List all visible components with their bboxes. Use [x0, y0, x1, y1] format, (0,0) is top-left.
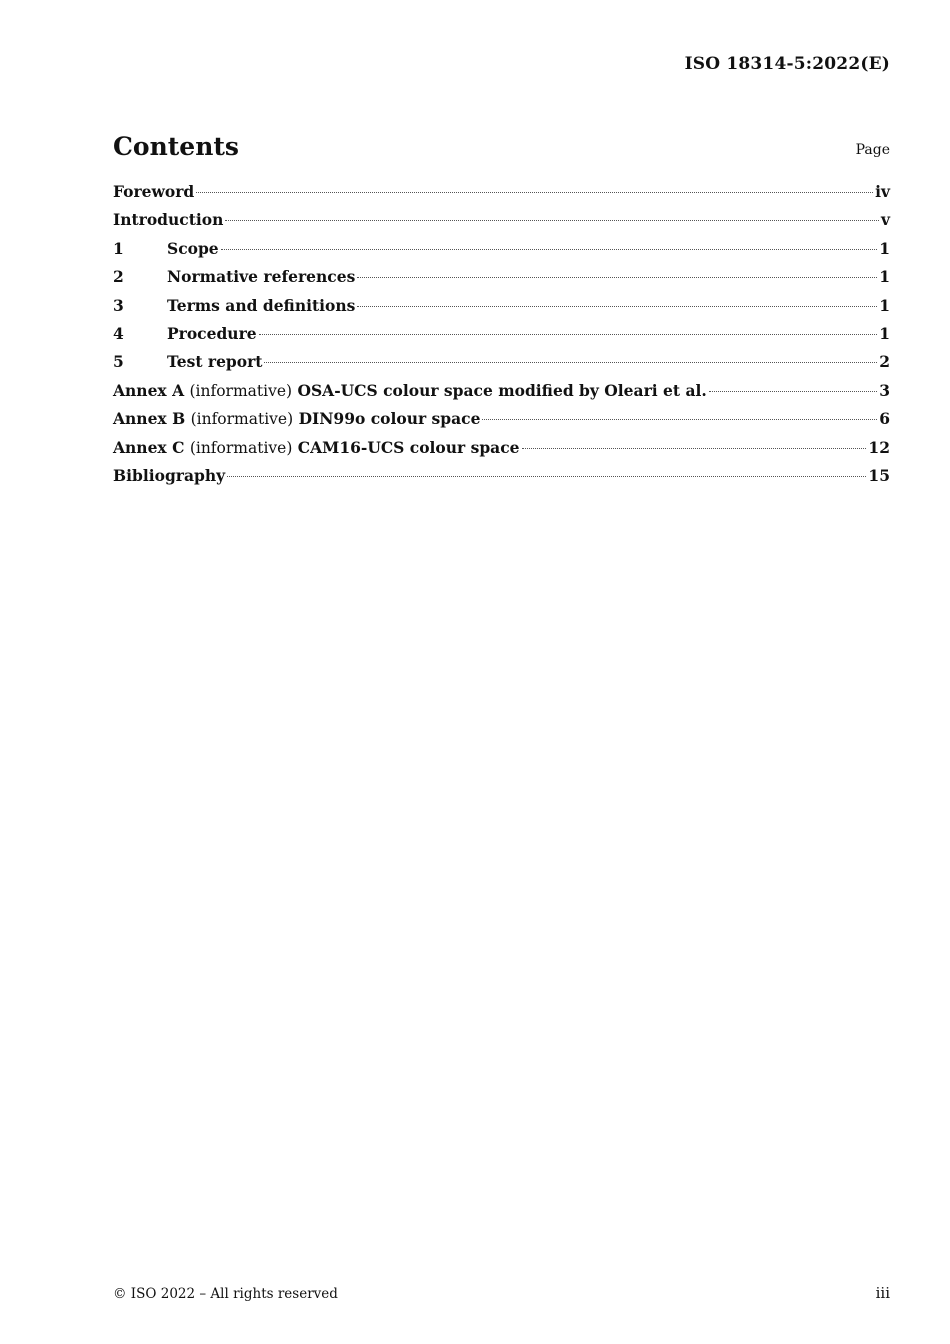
- toc-entry-page: iv: [875, 182, 890, 201]
- toc-entry[interactable]: [113, 267, 890, 295]
- toc-entry-text: Foreword: [113, 182, 195, 201]
- toc-entry-page: 15: [868, 465, 890, 485]
- page-column-label: Page: [855, 142, 890, 158]
- toc-entry-title: [113, 466, 225, 485]
- toc-entry-page: 1: [879, 295, 890, 315]
- toc-entry-text: Test report: [167, 352, 263, 372]
- toc-entry-text: CAM16-UCS colour space: [297, 437, 520, 457]
- contents-heading: Contents: [113, 132, 240, 161]
- toc-entry[interactable]: [113, 210, 890, 238]
- toc-entry-text: OSA-UCS colour space modified by Oleari et al.: [297, 380, 707, 400]
- toc-entry-page: 6: [879, 409, 890, 429]
- page-number: iii: [875, 1284, 890, 1302]
- toc-annex-label: Annex B: [113, 409, 186, 429]
- toc-entry-title: [167, 324, 257, 343]
- toc-annex-label: Annex C: [113, 437, 185, 457]
- toc-entry-title: [113, 210, 223, 229]
- toc-leader-dots: [357, 277, 877, 278]
- toc-entry-text: Terms and definitions: [167, 295, 356, 315]
- toc-entry-title: [167, 296, 355, 315]
- table-of-contents: [113, 182, 890, 494]
- toc-leader-dots: [522, 448, 867, 449]
- toc-entry[interactable]: [113, 324, 890, 352]
- toc-annex-note: (informative): [189, 438, 293, 457]
- toc-entry-page: 12: [868, 437, 890, 457]
- toc-leader-dots: [709, 391, 877, 392]
- toc-entry[interactable]: [113, 409, 890, 437]
- toc-entry[interactable]: [113, 296, 890, 324]
- toc-entry-text: Normative references: [167, 267, 356, 287]
- toc-entry-number: 1: [113, 238, 124, 258]
- copyright-notice: © ISO 2022 – All rights reserved: [113, 1286, 338, 1302]
- toc-entry[interactable]: [113, 438, 890, 466]
- toc-entry[interactable]: [113, 381, 890, 409]
- toc-entry-number: 2: [113, 267, 124, 287]
- toc-entry-title: [167, 239, 219, 258]
- toc-entry[interactable]: [113, 182, 890, 210]
- document-id: ISO 18314-5:2022(E): [684, 54, 890, 74]
- toc-entry-text: Scope: [167, 238, 219, 258]
- toc-entry-page: 1: [879, 267, 890, 287]
- toc-annex-note: (informative): [190, 410, 294, 429]
- toc-entry-title: [113, 409, 480, 428]
- toc-leader-dots: [264, 362, 877, 363]
- toc-entry-title: [113, 381, 707, 400]
- toc-entry-page: 2: [879, 352, 890, 372]
- toc-entry-number: 5: [113, 352, 124, 372]
- toc-annex-label: Annex A: [113, 380, 185, 400]
- toc-entry-number: 4: [113, 323, 124, 343]
- toc-entry-title: [167, 267, 355, 286]
- toc-entry-text: DIN99o colour space: [298, 409, 481, 429]
- toc-entry[interactable]: [113, 466, 890, 494]
- toc-entry-page: 3: [879, 380, 890, 400]
- toc-entry-text: Bibliography: [113, 465, 226, 485]
- toc-entry-page: v: [880, 210, 890, 230]
- toc-entry-text: Procedure: [167, 323, 257, 343]
- toc-leader-dots: [482, 419, 877, 420]
- toc-annex-note: (informative): [189, 381, 293, 400]
- toc-leader-dots: [225, 220, 879, 221]
- toc-leader-dots: [357, 306, 877, 307]
- toc-entry-title: [113, 182, 194, 201]
- toc-entry-title: [113, 438, 520, 457]
- toc-entry[interactable]: [113, 239, 890, 267]
- toc-entry-page: 1: [879, 238, 890, 258]
- toc-entry-text: Introduction: [113, 210, 224, 230]
- toc-entry-page: 1: [879, 323, 890, 343]
- toc-leader-dots: [196, 192, 873, 193]
- toc-entry[interactable]: [113, 352, 890, 380]
- toc-leader-dots: [259, 334, 878, 335]
- toc-entry-title: [167, 352, 262, 371]
- toc-leader-dots: [221, 249, 878, 250]
- toc-leader-dots: [227, 476, 866, 477]
- toc-entry-number: 3: [113, 295, 124, 315]
